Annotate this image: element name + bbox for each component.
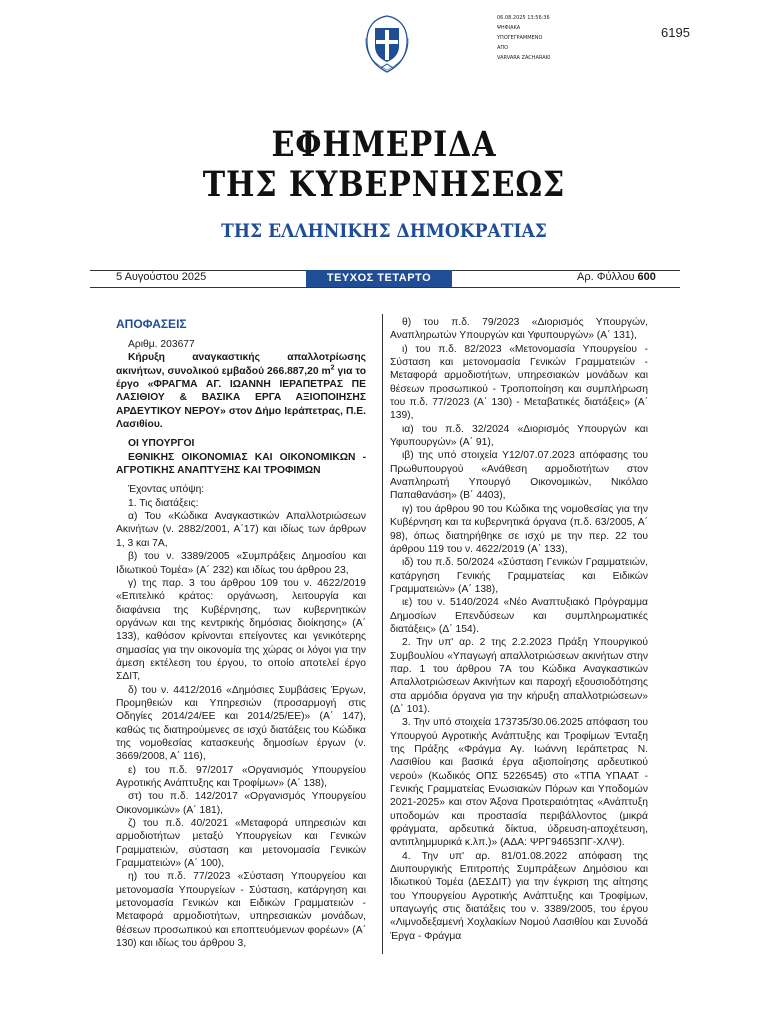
signature-line: ΨΗΦΙΑΚΑ [497,25,521,31]
ministers-names: ΕΘΝΙΚΗΣ ΟΙΚΟΝΟΜΙΑΣ ΚΑΙ ΟΙΚΟΝΟΜΙΚΩΝ - ΑΓΡΟΤΙΚΗΣ ΑΝΑΠΤΥΞΗΣ ΚΑΙ ΤΡΟΦΙΜΩΝ [116,451,366,477]
paragraph: γ) της παρ. 3 του άρθρου 109 του ν. 4622/2019 «Επιτελικό κράτος: οργάνωση, λειτουργία και διαφάνεια της Κυβέρνησης, των κυβερνητικών οργάνων και της κεντρικής δημόσιας διοίκησης» (Α΄ 133), καθόσον κρίνονται επείγοντες και γενικότερης σημασίας για την οικονομία της χώρας οι λόγοι για την άμεση εκτέλεση του έργου, το οποίο αποτελεί έργο ΣΔΙΤ, [116,577,366,683]
decision-heading [116,351,366,431]
issue-badge: ΤΕΥΧΟΣ ΤΕΤΑΡΤΟ [306,270,452,287]
greek-emblem-icon [361,12,413,74]
paragraph: ι) του π.δ. 82/2023 «Μετονομασία Υπουργείου - Σύσταση και μετονομασία Γενικών Γραμματειών - Μεταφορά αρμοδιοτήτων, υπηρεσιακών μονάδων και θέσεων προσωπικού - Τροποποίηση και συμπλήρωση του π.δ. 77/2023 (Α΄ 130) - Μεταβατικές διατάξεις» (Α΄ 139), [390,343,648,422]
paragraph: 1. Τις διατάξεις: [128,497,199,509]
signature-line: ΥΠΟΓΕΓΡΑΜΜΕΝΟ [497,35,543,41]
signature-line: VARVARA ZACHARAKI [497,55,551,61]
paragraph: ιδ) του π.δ. 50/2024 «Σύσταση Γενικών Γραμματειών, κατάργηση Γενικής Γραμματείας και Ειδικών Γραμματειών» (Α΄ 138), [390,557,648,595]
column-divider [382,314,383,954]
heading-part: Κήρυξη αναγκαστικής απαλλοτρίωσης ακινήτων, συνολικού εμβαδού 266.887,20 m [116,352,366,377]
gazette-subtitle: ΤΗΣ ΕΛΛΗΝΙΚΗΣ ΔΗΜΟΚΡΑΤΙΑΣ [221,220,547,242]
signature-line: 06.08.2025 13:56:36 [497,15,550,21]
sheet-label: Αρ. Φύλλου [577,271,638,283]
paragraph: ιβ) της υπό στοιχεία Υ12/07.07.2023 απόφασης του Πρωθυπουργού «Ανάθεση αρμοδιοτήτων στον Αναπληρωτή Υπουργό Οικονομικών, Νικόλαο Παπαθανάση» (Β΄ 4403), [390,450,648,502]
signature-line: ΑΠΟ [497,45,509,51]
paragraph: 4. Την υπ' αρ. 81/01.08.2022 απόφαση της Διυπουργικής Επιτροπής Συμπράξεων Δημόσιου και Ιδιωτικού Τομέα (ΔΕΣΔΙΤ) για την έγκριση της αίτησης του Υπουργείου Αγροτικής Ανάπτυξης και Τροφίμων, υπαγωγής στις διατάξεις του ν. 3389/2005, του έργου «Λιμνοδεξαμενή Χοχλακίων Νομού Λασιθίου και Συνοδά Έργα - Φράγμα [390,850,648,942]
paragraph: ε) του π.δ. 97/2017 «Οργανισμός Υπουργείου Αγροτικής Ανάπτυξης και Τροφίμων» (Α΄ 138), [116,764,366,789]
left-column [116,316,366,950]
decision-number: Αριθμ. 203677 [128,339,195,350]
paragraph: α) Του «Κώδικα Αναγκαστικών Απαλλοτριώσεων Ακινήτων (ν. 2882/2001, Α΄17) και ιδίως των άρθρων 1, 3 και 7Α, [116,511,366,549]
paragraph: θ) του π.δ. 79/2023 «Διορισμός Υπουργών, Αναπληρωτών Υπουργών και Υφυπουργών» (Α΄ 131), [390,317,648,342]
section-title: ΑΠΟΦΑΣΕΙΣ [116,317,187,331]
paragraph: 3. Την υπό στοιχεία 173735/30.06.2025 απόφαση του Υπουργού Αγροτικής Ανάπτυξης και Τροφίμων Ένταξη της Πράξης «Φράγμα Αγ. Ιωάννη Ιεράπετρας Ν. Λασιθίου και βασικά έργα αξιοποίησης αρδευτικού νερού» (Κωδικός ΟΠΣ 5226545) στο «ΤΠΑ ΥΠΑΑΤ - Γενικής Γραμματείας Ενωσιακών Πόρων και Υποδομών 2021-2025» και στον Άξονα Προτεραιότητας «Ανάπτυξη υποδομών και προστασία περιβάλλοντος (μικρά φράγματα, αρδευτικά δίκτυα, ύδρευση-αποχέτευση, αντιπλημμυρικά κ.λπ.)» (ΑΔΑ: ΨΡΓ94653ΠΓ-ΧΛΨ). [390,717,648,849]
paragraph: Έχοντας υπόψη: [128,484,205,496]
paragraph: ιγ) του άρθρου 90 του Κώδικα της νομοθεσίας για την Κυβέρνηση και τα κυβερνητικά όργανα (π.δ. 63/2005, Α΄ 98), όπως διατηρήθηκε σε ισχύ με την περ. 22 του άρθρου 119 του ν. 4622/2019 (Α΄ 133), [390,503,648,555]
paragraph: β) του ν. 3389/2005 «Συμπράξεις Δημοσίου και Ιδιωτικού Τομέα» (Α΄ 232) και ιδίως του άρθρου 23, [116,551,366,576]
paragraph: δ) του ν. 4412/2016 «Δημόσιες Συμβάσεις Έργων, Προμηθειών και Υπηρεσιών (προσαρμογή στις Οδηγίες 2014/24/ΕΕ και 2014/25/ΕΕ)» (Α΄ 147), καθώς τις διατηρούμενες σε ισχύ διατάξεις του Κώδικα της νομοθεσίας κατασκευής δημοσίων έργων (ν. 3669/2008, Α΄ 116), [116,684,366,763]
ministers-heading: ΟΙ ΥΠΟΥΡΓΟΙ [128,438,195,450]
heading-part: για το έργο «ΦΡΑΓΜΑ ΑΓ. ΙΩΑΝΝΗ ΙΕΡΑΠΕΤΡΑΣ ΠΕ ΛΑΣΙΘΙΟΥ & ΒΑΣΙΚΑ ΕΡΓΑ ΑΞΙΟΠΟΙΗΣΗΣ ΑΡΔΕΥΤΙΚΟΥ ΝΕΡΟΥ» στον Δήμο Ιεράπετρας, Π.Ε. Λασιθίου. [116,365,366,431]
digital-signature [497,13,550,63]
masthead-rule-bottom [90,287,680,288]
gazette-title-line1: ΕΦΗΜΕΡΙΔΑ [271,124,497,165]
gazette-title-line2: ΤΗΣ ΚΥΒΕΡΝΗΣΕΩΣ [202,164,566,205]
issue-date: 5 Αυγούστου 2025 [116,271,207,283]
right-column [390,316,648,943]
heading-superscript: 2 [330,364,335,372]
paragraph: 2. Την υπ' αρ. 2 της 2.2.2023 Πράξη Υπουργικού Συμβουλίου «Υπαγωγή απαλλοτριώσεων ακινήτων στην παρ. 1 του άρθρου 7Α του Κώδικα Αναγκαστικών Απαλλοτριώσεων Ακινήτων και παροχή εξουσιοδότησης στα αρμόδια όργανα για την κήρυξη απαλλοτριώσεων» (Δ΄ 101). [390,637,648,715]
paragraph: ιε) του ν. 5140/2024 «Νέο Αναπτυξιακό Πρόγραμμα Δημοσίων Επενδύσεων και συμπληρωματικές διατάξεις» (Δ΄ 154). [390,597,648,635]
paragraph: στ) του π.δ. 142/2017 «Οργανισμός Υπουργείου Οικονομικών» (Α΄ 181), [116,791,366,816]
sheet-number [577,271,656,283]
sheet-value: 600 [637,271,656,283]
paragraph: η) του π.δ. 77/2023 «Σύσταση Υπουργείου και μετονομασία Υπουργείων - Σύσταση, κατάργηση και μετονομασία Γενικών και Ειδικών Γραμματειών - Μεταφορά αρμοδιοτήτων, υπηρεσιακών μονάδων, θέσεων προσωπικού και εποπτευόμενων φορέων» (Α΄ 130) και ιδίως του άρθρου 3, [116,871,366,950]
paragraph: ζ) του π.δ. 40/2021 «Μεταφορά υπηρεσιών και αρμοδιοτήτων μεταξύ Υπουργείων και Γενικών Γραμματειών, σύσταση και μετονομασία Γενικών Γραμματειών» (Α΄ 100), [116,818,366,870]
page-number: 6195 [661,25,690,40]
paragraph: ια) του π.δ. 32/2024 «Διορισμός Υπουργών και Υφυπουργών» (Α΄ 91), [390,423,648,449]
